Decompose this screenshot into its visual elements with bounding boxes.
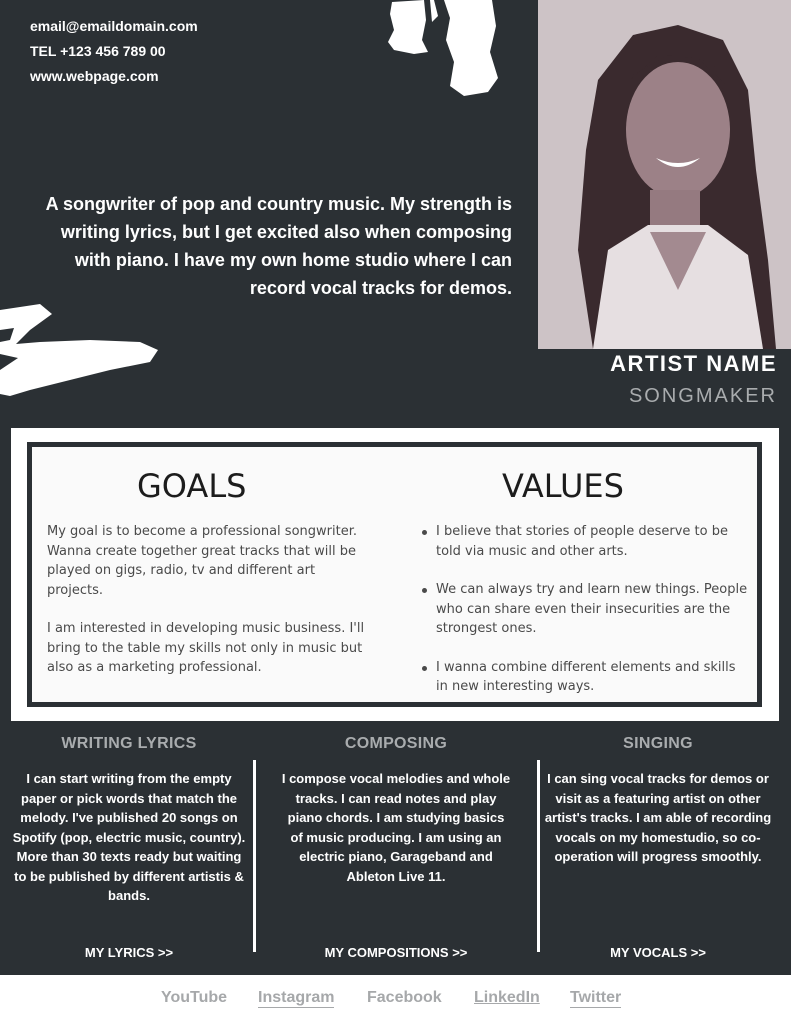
my-vocals-link[interactable]: MY VOCALS >>: [610, 945, 706, 960]
goals-values-frame: [27, 442, 762, 707]
skill-title: WRITING LYRICS: [61, 735, 197, 752]
brush-stroke-left: [0, 300, 165, 410]
goals-text: [47, 522, 367, 678]
brush-stroke-top: [384, 0, 504, 100]
column-divider: [253, 760, 256, 952]
values-heading: VALUES: [502, 467, 624, 505]
artist-photo: [538, 0, 791, 349]
bio-text: A songwriter of pop and country music. My strength is writing lyrics, but I get excited also when composing with piano. I have my own home studio where I can record vocal tracks for demos.: [45, 194, 512, 298]
skill-writing-lyrics: [10, 735, 248, 960]
social-footer: [0, 975, 791, 1024]
values-item: We can always try and learn new things. People who can share even their insecurities are the strongest ones.: [420, 580, 750, 639]
my-compositions-link[interactable]: MY COMPOSITIONS >>: [324, 945, 468, 960]
twitter-link[interactable]: Twitter: [570, 989, 622, 1006]
artist-role: SONGMAKER: [628, 385, 777, 407]
linkedin-link[interactable]: LinkedIn: [474, 989, 540, 1006]
facebook-link[interactable]: Facebook: [367, 989, 442, 1006]
contact-info: [30, 14, 198, 89]
goals-values-panel: [11, 428, 779, 721]
skill-description: I can sing vocal tracks for demos or visit as a featuring artist on other artist's tracks. I am able of recording vocals on my homestudio, so co-operation will progress smoothly.: [544, 771, 772, 864]
youtube-link[interactable]: YouTube: [161, 989, 228, 1006]
skill-composing: [280, 735, 512, 960]
skill-title: COMPOSING: [344, 735, 448, 752]
portrait-image: [538, 0, 791, 349]
skill-singing: [540, 735, 776, 960]
goals-heading: GOALS: [137, 467, 247, 505]
artist-name: ARTIST NAME: [610, 351, 777, 376]
my-lyrics-link[interactable]: MY LYRICS >>: [84, 945, 174, 960]
phone-link[interactable]: TEL +123 456 789 00: [30, 43, 166, 59]
values-item: I wanna combine different elements and skills in new interesting ways.: [420, 658, 750, 697]
goals-paragraph: I am interested in developing music business. I'll bring to the table my skills not only in music but also as a marketing professional.: [47, 621, 365, 675]
email-link[interactable]: email@emaildomain.com: [30, 18, 198, 34]
instagram-link[interactable]: Instagram: [258, 989, 335, 1006]
values-item: I believe that stories of people deserve to be told via music and other arts.: [420, 522, 750, 561]
skill-description: I can start writing from the empty paper or pick words that match the melody. I've published 20 songs on Spotify (pop, electric music, country). More than 30 texts ready but waiting to be published by different artistis & bands.: [12, 771, 246, 903]
skill-title: SINGING: [623, 735, 693, 752]
website-link[interactable]: www.webpage.com: [30, 68, 159, 84]
skill-description: I compose vocal melodies and whole tracks. I can read notes and play piano chords. I am studying basics of music producing. I am using an electric piano, Garageband and Ableton Live 11.: [281, 771, 511, 884]
goals-paragraph: My goal is to become a professional songwriter. Wanna create together great tracks that will be played on gigs, radio, tv and different art projects.: [47, 524, 357, 598]
values-list: [420, 522, 750, 716]
